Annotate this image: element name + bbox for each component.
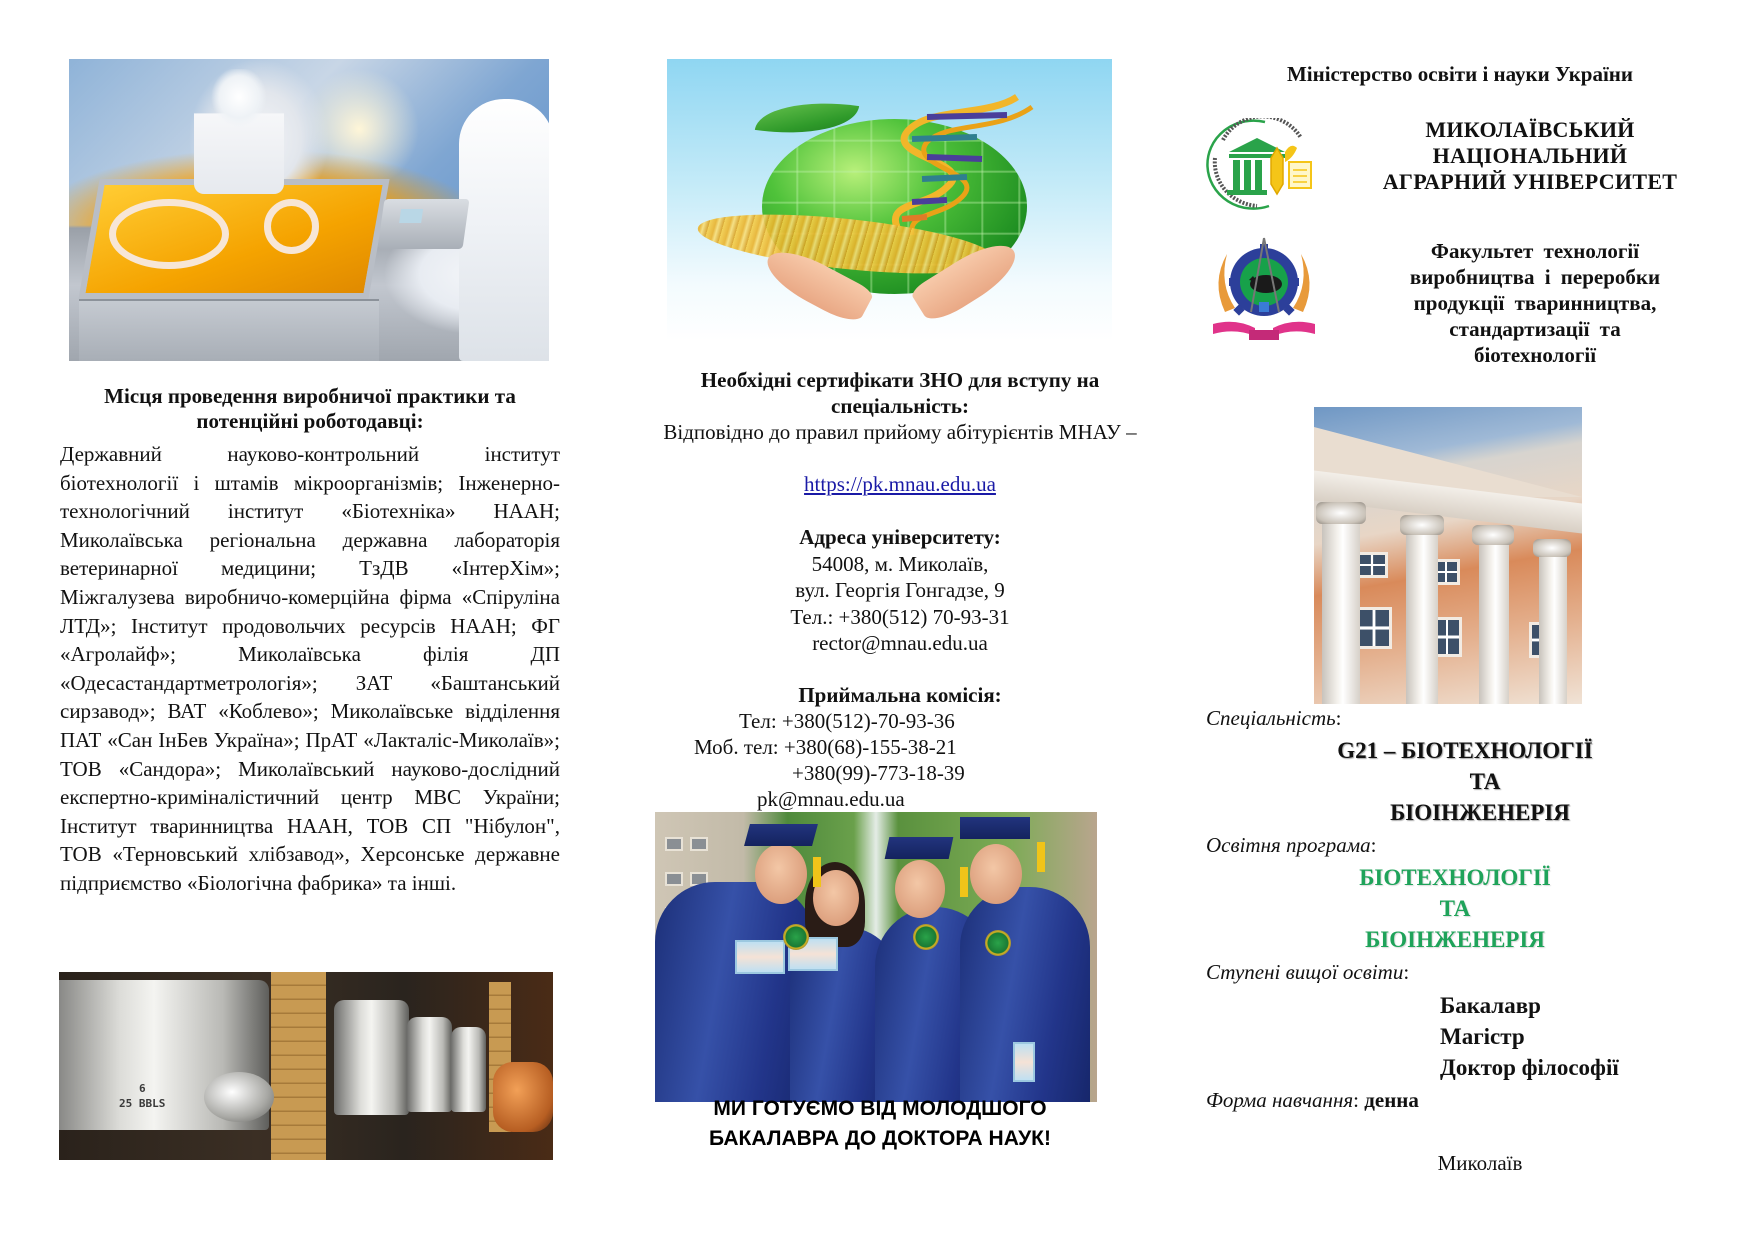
- faculty-name-line: стандартизації та: [1449, 317, 1621, 341]
- specialty-label: Спеціальність: [1206, 706, 1336, 730]
- degrees-list: [1440, 990, 1619, 1083]
- graduation-cap: [744, 824, 818, 846]
- degree-item: Магістр: [1440, 1024, 1525, 1049]
- column-capital: [1472, 525, 1514, 545]
- window: [1356, 607, 1392, 649]
- control-panel: [377, 199, 469, 249]
- emblem-icon: [913, 924, 939, 950]
- building-window: [665, 837, 683, 851]
- column-capital: [1533, 539, 1571, 557]
- tube-coil: [109, 199, 229, 269]
- emblem-icon: [985, 930, 1011, 956]
- specialty-line: БІОІНЖЕНЕРІЯ: [1390, 800, 1570, 825]
- tank: [334, 1000, 409, 1115]
- slogan-line-2: БАКАЛАВРА ДО ДОКТОРА НАУК!: [709, 1127, 1051, 1150]
- address-line: 54008, м. Миколаїв,: [811, 551, 989, 576]
- face: [895, 860, 945, 918]
- dna-helix-icon: [867, 87, 1037, 237]
- faculty-name-line: біотехнології: [1473, 343, 1597, 367]
- technician-figure: [194, 69, 284, 194]
- diploma: [1013, 1042, 1035, 1082]
- program-label: Освітня програма: [1206, 833, 1371, 857]
- university-building-photo: [1314, 407, 1582, 704]
- admission-link-wrap: [660, 471, 1140, 497]
- building-window: [690, 837, 708, 851]
- university-logo-icon: [1205, 118, 1323, 210]
- faculty-name: [1385, 238, 1685, 368]
- university-name-line: АГРАРНИЙ УНІВЕРСИТЕТ: [1382, 169, 1678, 194]
- program-line: ТА: [1439, 896, 1471, 921]
- admission-commission: [660, 682, 1140, 812]
- city: Миколаїв: [1437, 1151, 1523, 1175]
- degrees-label-row: Ступені вищої освіти:: [1206, 960, 1410, 984]
- address-email: rector@mnau.edu.ua: [812, 631, 988, 655]
- program-label-row: Освітня програма:: [1206, 833, 1377, 857]
- technician-figure: [459, 99, 549, 361]
- tank-hatch: [204, 1072, 274, 1122]
- lab-workers-photo: [69, 59, 549, 361]
- column-capital: [1400, 515, 1444, 535]
- specialty-title: [1280, 735, 1650, 828]
- tassel: [960, 867, 968, 897]
- face: [970, 844, 1022, 904]
- copper-kettle: [493, 1062, 553, 1132]
- program-line: БІОІНЖЕНЕРІЯ: [1365, 927, 1545, 952]
- slogan: [660, 1094, 1100, 1154]
- specialty-line: G21 – БІОТЕХНОЛОГІЇ: [1337, 738, 1593, 763]
- zno-admission-text: Відповідно до правил прийому абітурієнтів МНАУ –: [663, 420, 1137, 444]
- tank-label: 25 BBLS: [119, 1097, 166, 1110]
- brick-pillar: [271, 972, 326, 1160]
- university-name-line: МИКОЛАЇВСЬКИЙ: [1425, 117, 1635, 142]
- tube-coil: [264, 199, 319, 254]
- degree-item: Бакалавр: [1440, 993, 1541, 1018]
- specialty-line: ТА: [1469, 769, 1501, 794]
- faculty-name-line: продукції тваринництва,: [1413, 291, 1657, 315]
- university-address: [660, 524, 1140, 657]
- commission-phone: Тел: +380(512)-70-93-36: [739, 709, 955, 733]
- column: [1322, 517, 1360, 704]
- tank: [451, 1027, 486, 1112]
- faculty-name-line: Факультет технології: [1430, 239, 1640, 263]
- university-name: [1345, 117, 1715, 195]
- graduates-photo: [655, 812, 1097, 1102]
- tank-label: 6: [139, 1082, 146, 1095]
- commission-heading: Приймальна комісія:: [798, 683, 1002, 707]
- address-heading: Адреса університету:: [799, 525, 1001, 549]
- address-line: вул. Георгія Гонгадзе, 9: [795, 578, 1005, 602]
- column: [1539, 552, 1567, 704]
- practice-employers-text: Державний науково-контрольний інститут біотехнології і штамів мікроорганізмів; Інженерно-технологічний інститут «Біотехніка» НААН; Миколаївська регіональна державна лабораторія ветеринарної медицини; ТзДВ «ІнтерХім»; Міжгалузева виробничо-комерційна фірма «Спіруліна ЛТД»; Інститут продовольчих ресурсів НААН; ФГ «Агролайф»; Миколаївська філія ДП «Одесастандартметрологія»; ЗАТ «Баштанський сирзавод»; ВАТ «Коблево»; Миколаївське відділення ПАТ «Сан ІнБев Україна»; ПрАТ «Лакталіс-Миколаїв»; ТОВ «Сандора»; Миколаївський науково-дослідний експертно-криміналістичний центр МВС України; Інститут тваринництва НААН, ТОВ СП "Нібулон", ТОВ «Терновський хлібзавод», Херсонське державне підприємство «Біологічна фабрика» та інші.: [60, 442, 560, 895]
- emblem-icon: [783, 924, 809, 950]
- program-line: БІОТЕХНОЛОГІЇ: [1359, 865, 1551, 890]
- biotech-illustration: [667, 59, 1112, 341]
- commission-mobile-row: [660, 734, 1140, 760]
- address-phone: Тел.: +380(512) 70-93-31: [790, 604, 1010, 629]
- study-form-value: денна: [1364, 1088, 1419, 1112]
- column: [1479, 537, 1509, 704]
- degrees-label: Ступені вищої освіти: [1206, 960, 1404, 984]
- mobile-label: Моб. тел:: [694, 735, 784, 759]
- ministry-title: Міністерство освіти і науки України: [1286, 62, 1634, 86]
- tassel: [813, 857, 821, 887]
- mobile-number-2: +380(99)-773-18-39: [792, 761, 965, 785]
- zno-heading: Необхідні сертифікати ЗНО для вступу на спеціальність:: [700, 368, 1100, 418]
- tank: [407, 1017, 452, 1112]
- admission-link[interactable]: https://pk.mnau.edu.ua: [804, 472, 996, 496]
- program-title: [1300, 862, 1610, 955]
- fermentation-tanks-photo: [59, 972, 553, 1160]
- graduation-cap: [960, 817, 1030, 839]
- tassel: [1037, 842, 1045, 872]
- diploma: [735, 940, 785, 974]
- column: [1406, 527, 1438, 704]
- face: [755, 844, 807, 904]
- practice-heading: Місця проведення виробничої практики та потенційні роботодавці:: [104, 384, 516, 433]
- study-form-row: Форма навчання: денна: [1206, 1088, 1419, 1112]
- faculty-logo-icon: [1205, 232, 1323, 344]
- graduation-cap: [885, 837, 954, 859]
- building-window: [665, 872, 683, 886]
- study-form-label: Форма навчання: [1206, 1088, 1354, 1112]
- university-name-line: НАЦІОНАЛЬНИЙ: [1432, 143, 1628, 168]
- faculty-name-line: виробництва і переробки: [1409, 265, 1661, 289]
- slogan-line-1: МИ ГОТУЄМО ВІД МОЛОДШОГО: [713, 1097, 1047, 1120]
- window: [1356, 552, 1388, 578]
- degree-item: Доктор філософії: [1440, 1055, 1619, 1080]
- steel-cabinet: [79, 299, 379, 361]
- column-capital: [1316, 502, 1366, 524]
- specialty-label-row: Спеціальність:: [1206, 706, 1342, 730]
- mobile-number-1: +380(68)-155-38-21: [783, 735, 957, 759]
- commission-email: pk@mnau.edu.ua: [757, 787, 905, 811]
